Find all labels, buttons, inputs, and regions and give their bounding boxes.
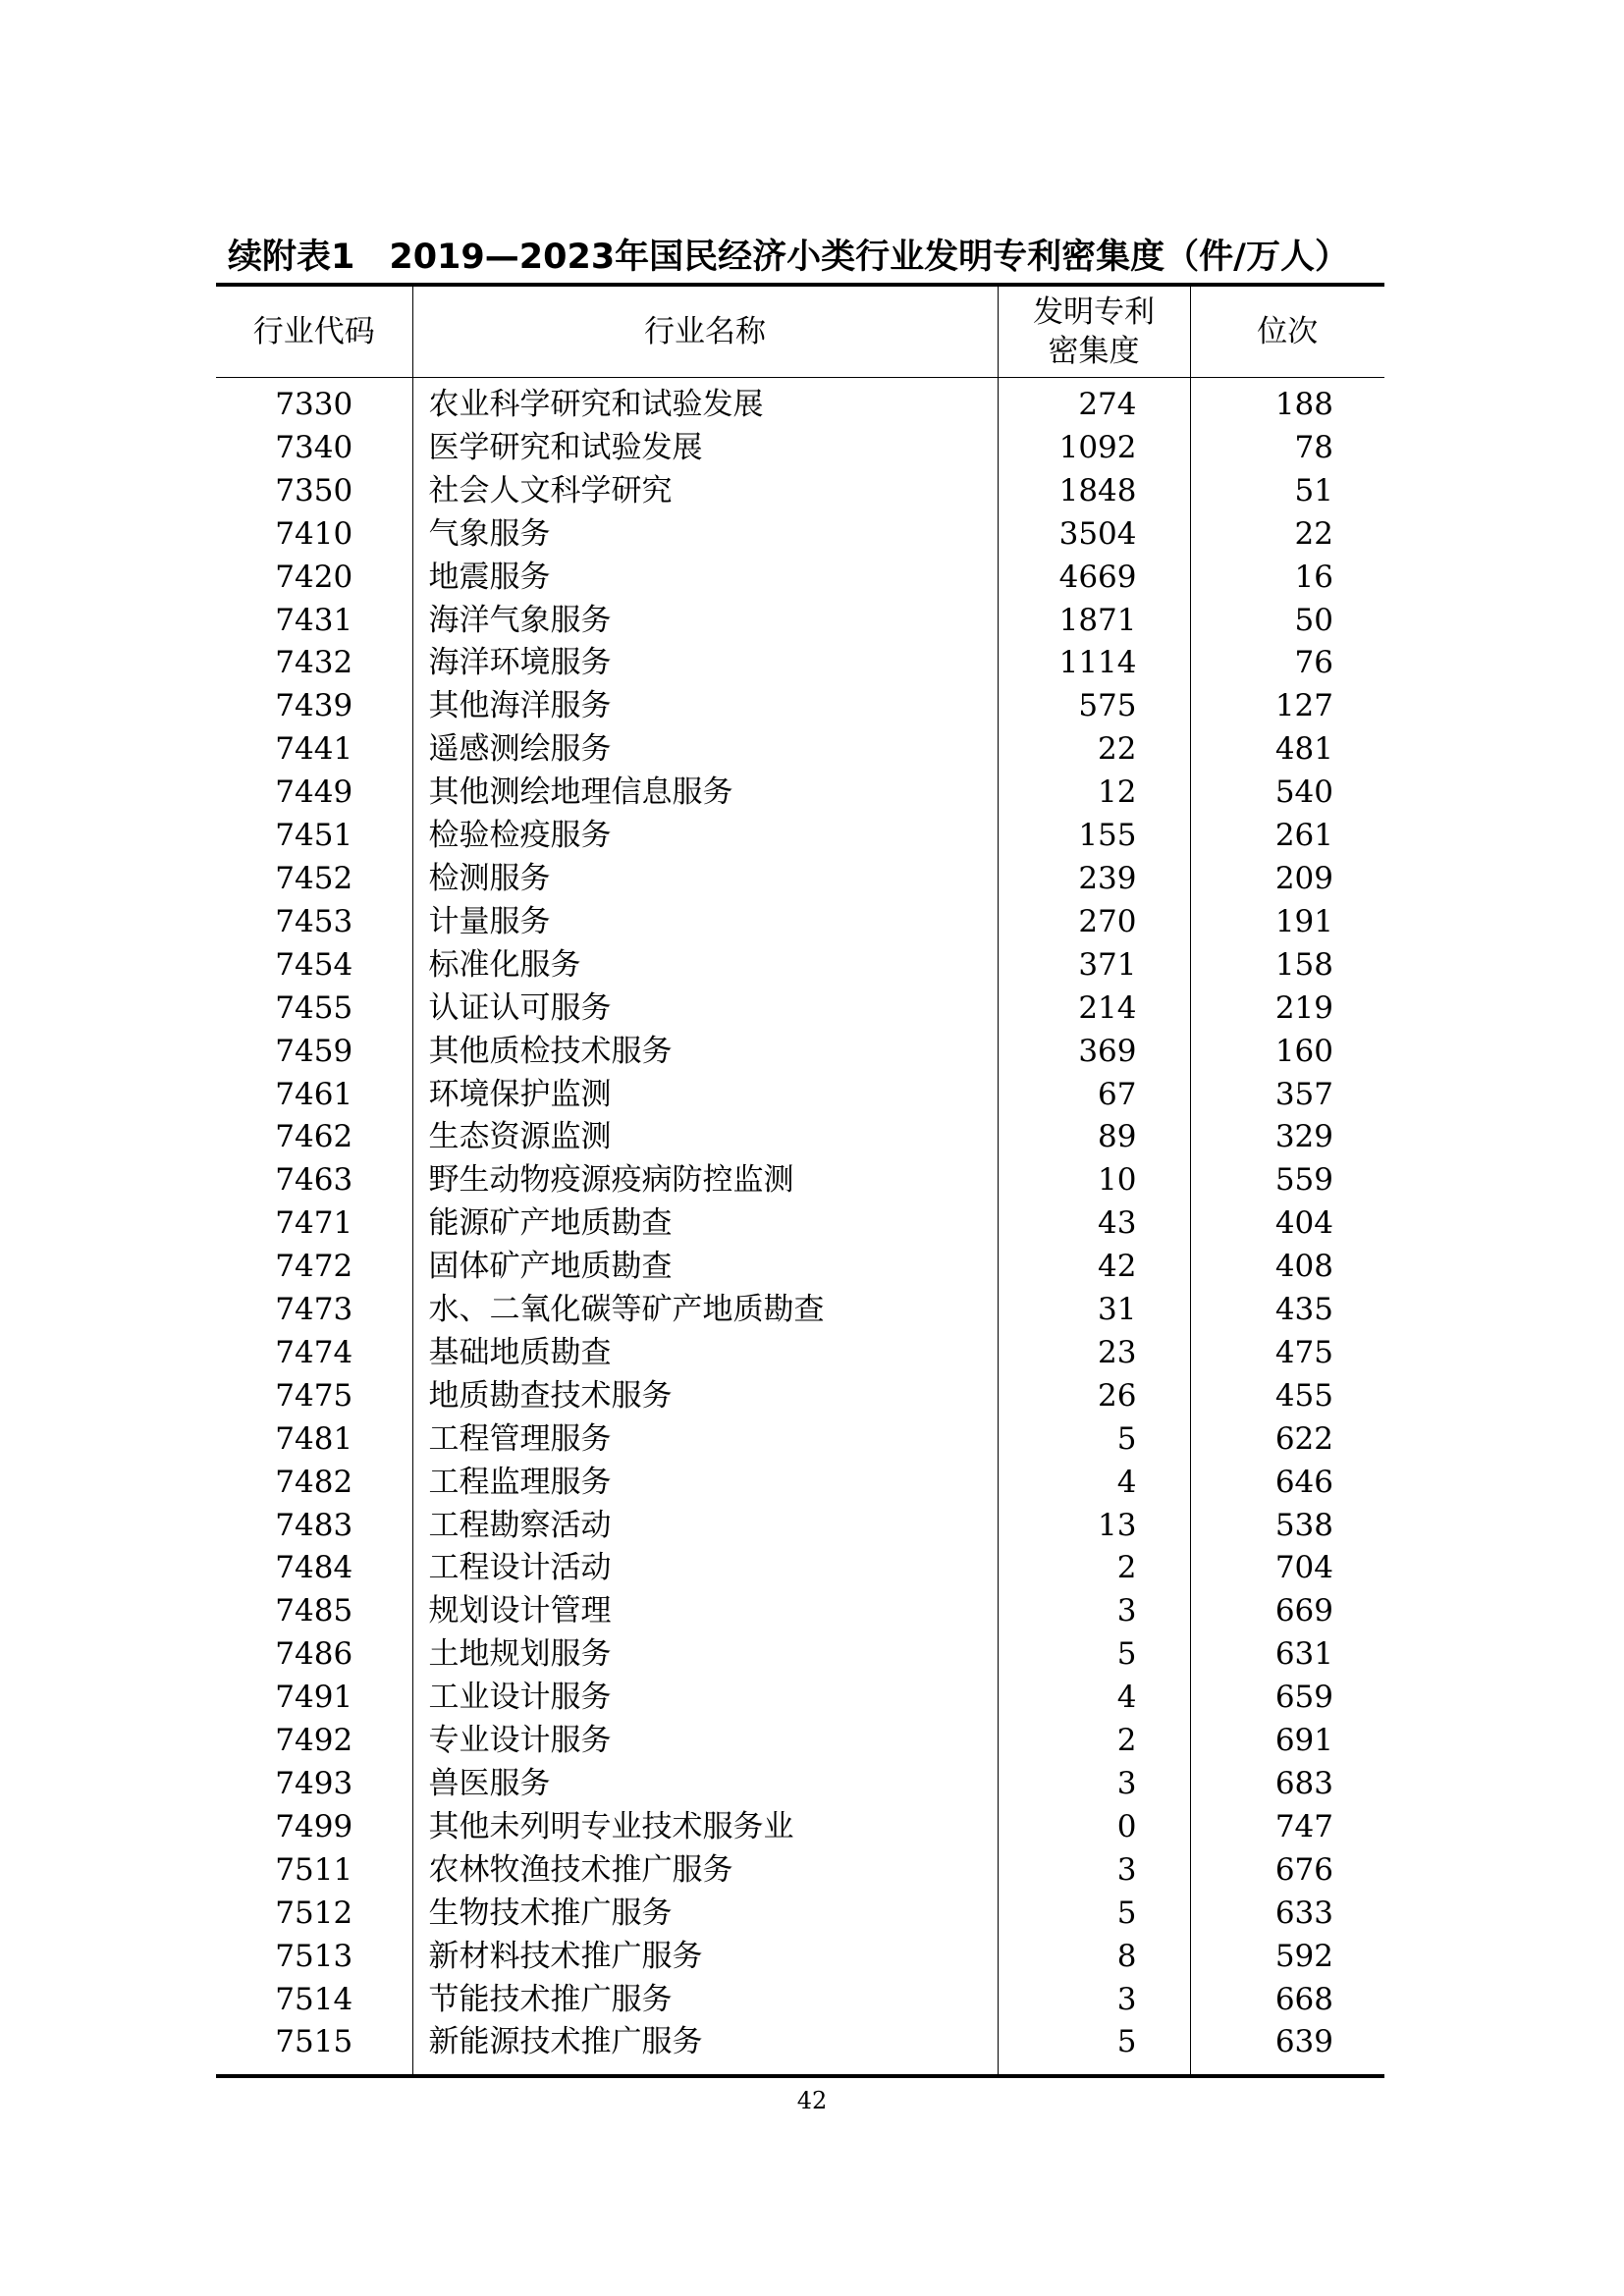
row-rank: 435 bbox=[1190, 1289, 1384, 1332]
table-row bbox=[216, 427, 1384, 470]
header-density-line2: 密集度 bbox=[1048, 334, 1140, 369]
row-rank: 639 bbox=[1190, 2021, 1384, 2076]
row-rank: 481 bbox=[1190, 728, 1384, 772]
row-density: 3 bbox=[998, 1763, 1190, 1806]
table-row bbox=[216, 1547, 1384, 1590]
row-rank: 51 bbox=[1190, 470, 1384, 513]
table-row bbox=[216, 1677, 1384, 1720]
row-rank: 691 bbox=[1190, 1720, 1384, 1763]
row-name: 地质勘查技术服务 bbox=[412, 1375, 998, 1418]
row-density: 4669 bbox=[998, 557, 1190, 600]
table-row bbox=[216, 1590, 1384, 1633]
table-row bbox=[216, 378, 1384, 427]
table-row bbox=[216, 944, 1384, 988]
row-rank: 160 bbox=[1190, 1031, 1384, 1074]
row-code: 7474 bbox=[275, 1334, 353, 1370]
table-row bbox=[216, 1159, 1384, 1202]
table-row bbox=[216, 728, 1384, 772]
row-name: 其他未列明专业技术服务业 bbox=[412, 1806, 998, 1849]
row-density: 3 bbox=[998, 1979, 1190, 2022]
table-row bbox=[216, 1246, 1384, 1289]
row-density: 3 bbox=[998, 1849, 1190, 1893]
table-header-row bbox=[216, 285, 1384, 378]
row-name: 其他海洋服务 bbox=[412, 685, 998, 728]
row-name: 新能源技术推广服务 bbox=[412, 2021, 998, 2076]
row-code: 7340 bbox=[275, 429, 353, 465]
row-code: 7485 bbox=[275, 1593, 353, 1629]
table-row bbox=[216, 685, 1384, 728]
row-code: 7486 bbox=[275, 1636, 353, 1673]
row-density: 1848 bbox=[998, 470, 1190, 513]
row-density: 12 bbox=[998, 772, 1190, 815]
row-density: 369 bbox=[998, 1031, 1190, 1074]
row-name: 新材料技术推广服务 bbox=[412, 1936, 998, 1979]
row-rank: 659 bbox=[1190, 1677, 1384, 1720]
row-density: 575 bbox=[998, 685, 1190, 728]
row-density: 23 bbox=[998, 1332, 1190, 1375]
table-row bbox=[216, 642, 1384, 685]
row-density: 8 bbox=[998, 1936, 1190, 1979]
row-code: 7439 bbox=[275, 688, 353, 724]
table-row bbox=[216, 1806, 1384, 1849]
row-density: 1114 bbox=[998, 642, 1190, 685]
table-row bbox=[216, 1375, 1384, 1418]
row-rank: 540 bbox=[1190, 772, 1384, 815]
table-row bbox=[216, 1289, 1384, 1332]
row-rank: 78 bbox=[1190, 427, 1384, 470]
row-density: 22 bbox=[998, 728, 1190, 772]
row-code: 7472 bbox=[275, 1249, 353, 1285]
row-code: 7461 bbox=[275, 1076, 353, 1112]
table-row bbox=[216, 772, 1384, 815]
row-name: 兽医服务 bbox=[412, 1763, 998, 1806]
row-rank: 633 bbox=[1190, 1893, 1384, 1936]
row-code: 7453 bbox=[275, 903, 353, 939]
table-row bbox=[216, 2021, 1384, 2076]
header-name: 行业名称 bbox=[412, 285, 998, 378]
row-name: 专业设计服务 bbox=[412, 1720, 998, 1763]
row-density: 5 bbox=[998, 1633, 1190, 1677]
row-code: 7459 bbox=[275, 1033, 353, 1069]
table-row bbox=[216, 470, 1384, 513]
row-density: 2 bbox=[998, 1547, 1190, 1590]
row-density: 371 bbox=[998, 944, 1190, 988]
row-code: 7454 bbox=[275, 946, 353, 983]
table-row bbox=[216, 557, 1384, 600]
row-name: 社会人文科学研究 bbox=[412, 470, 998, 513]
table-title: 续附表1 2019—2023年国民经济小类行业发明专利密集度（件/万人） bbox=[228, 238, 1349, 277]
row-name: 其他测绘地理信息服务 bbox=[412, 772, 998, 815]
row-code: 7330 bbox=[275, 387, 353, 422]
row-code: 7499 bbox=[275, 1808, 353, 1844]
row-name: 检验检疫服务 bbox=[412, 815, 998, 858]
table-row bbox=[216, 988, 1384, 1031]
table-row bbox=[216, 1936, 1384, 1979]
table-row bbox=[216, 1893, 1384, 1936]
row-name: 工程设计活动 bbox=[412, 1547, 998, 1590]
table-row bbox=[216, 513, 1384, 557]
row-code: 7451 bbox=[275, 818, 353, 854]
row-code: 7350 bbox=[275, 472, 353, 508]
row-density: 214 bbox=[998, 988, 1190, 1031]
header-density-line1: 发明专利 bbox=[1033, 294, 1155, 330]
row-density: 3504 bbox=[998, 513, 1190, 557]
row-name: 遥感测绘服务 bbox=[412, 728, 998, 772]
row-name: 节能技术推广服务 bbox=[412, 1979, 998, 2022]
table-row bbox=[216, 1418, 1384, 1462]
row-name: 工程勘察活动 bbox=[412, 1505, 998, 1548]
row-code: 7441 bbox=[275, 731, 353, 768]
row-name: 气象服务 bbox=[412, 513, 998, 557]
row-rank: 592 bbox=[1190, 1936, 1384, 1979]
row-code: 7492 bbox=[275, 1723, 353, 1759]
row-density: 13 bbox=[998, 1505, 1190, 1548]
row-name: 水、二氧化碳等矿产地质勘查 bbox=[412, 1289, 998, 1332]
row-rank: 668 bbox=[1190, 1979, 1384, 2022]
row-code: 7410 bbox=[275, 515, 353, 552]
row-code: 7449 bbox=[275, 774, 353, 811]
table-row bbox=[216, 1462, 1384, 1505]
table-row bbox=[216, 1202, 1384, 1246]
row-code: 7463 bbox=[275, 1162, 353, 1199]
row-density: 67 bbox=[998, 1074, 1190, 1117]
row-code: 7483 bbox=[275, 1507, 353, 1543]
row-name: 生物技术推广服务 bbox=[412, 1893, 998, 1936]
table-row bbox=[216, 1031, 1384, 1074]
header-rank: 位次 bbox=[1190, 285, 1384, 378]
row-name: 基础地质勘查 bbox=[412, 1332, 998, 1375]
row-name: 野生动物疫源疫病防控监测 bbox=[412, 1159, 998, 1202]
table-row bbox=[216, 1074, 1384, 1117]
row-code: 7475 bbox=[275, 1377, 353, 1414]
row-rank: 188 bbox=[1190, 378, 1384, 427]
row-name: 土地规划服务 bbox=[412, 1633, 998, 1677]
row-name: 能源矿产地质勘查 bbox=[412, 1202, 998, 1246]
row-rank: 475 bbox=[1190, 1332, 1384, 1375]
row-density: 42 bbox=[998, 1246, 1190, 1289]
row-rank: 538 bbox=[1190, 1505, 1384, 1548]
row-density: 1092 bbox=[998, 427, 1190, 470]
row-density: 31 bbox=[998, 1289, 1190, 1332]
row-name: 工业设计服务 bbox=[412, 1677, 998, 1720]
table-row bbox=[216, 1979, 1384, 2022]
row-name: 生态资源监测 bbox=[412, 1116, 998, 1159]
row-code: 7471 bbox=[275, 1205, 353, 1242]
row-name: 标准化服务 bbox=[412, 944, 998, 988]
row-rank: 622 bbox=[1190, 1418, 1384, 1462]
row-density: 270 bbox=[998, 901, 1190, 944]
header-density bbox=[998, 285, 1190, 378]
row-name: 地震服务 bbox=[412, 557, 998, 600]
row-name: 海洋环境服务 bbox=[412, 642, 998, 685]
table-row bbox=[216, 901, 1384, 944]
row-rank: 209 bbox=[1190, 858, 1384, 901]
row-code: 7455 bbox=[275, 989, 353, 1026]
table-row bbox=[216, 1849, 1384, 1893]
row-rank: 16 bbox=[1190, 557, 1384, 600]
row-name: 规划设计管理 bbox=[412, 1590, 998, 1633]
row-rank: 158 bbox=[1190, 944, 1384, 988]
row-code: 7493 bbox=[275, 1766, 353, 1801]
row-name: 医学研究和试验发展 bbox=[412, 427, 998, 470]
row-rank: 676 bbox=[1190, 1849, 1384, 1893]
table-row bbox=[216, 1116, 1384, 1159]
row-code: 7452 bbox=[275, 860, 353, 896]
table-row bbox=[216, 1720, 1384, 1763]
row-code: 7511 bbox=[275, 1851, 353, 1888]
row-name: 农林牧渔技术推广服务 bbox=[412, 1849, 998, 1893]
header-code: 行业代码 bbox=[216, 285, 412, 378]
row-code: 7432 bbox=[275, 645, 353, 681]
row-name: 工程监理服务 bbox=[412, 1462, 998, 1505]
page-number: 42 bbox=[796, 2087, 828, 2114]
table-row bbox=[216, 1505, 1384, 1548]
row-name: 检测服务 bbox=[412, 858, 998, 901]
row-density: 5 bbox=[998, 1893, 1190, 1936]
row-rank: 669 bbox=[1190, 1590, 1384, 1633]
row-rank: 22 bbox=[1190, 513, 1384, 557]
row-rank: 408 bbox=[1190, 1246, 1384, 1289]
row-density: 4 bbox=[998, 1462, 1190, 1505]
row-code: 7512 bbox=[275, 1895, 353, 1931]
row-density: 2 bbox=[998, 1720, 1190, 1763]
row-rank: 631 bbox=[1190, 1633, 1384, 1677]
row-code: 7431 bbox=[275, 602, 353, 638]
row-rank: 76 bbox=[1190, 642, 1384, 685]
row-code: 7462 bbox=[275, 1119, 353, 1155]
row-code: 7473 bbox=[275, 1292, 353, 1328]
row-rank: 704 bbox=[1190, 1547, 1384, 1590]
row-rank: 559 bbox=[1190, 1159, 1384, 1202]
row-name: 工程管理服务 bbox=[412, 1418, 998, 1462]
row-density: 4 bbox=[998, 1677, 1190, 1720]
row-code: 7491 bbox=[275, 1680, 353, 1716]
row-name: 认证认可服务 bbox=[412, 988, 998, 1031]
row-code: 7513 bbox=[275, 1938, 353, 1974]
row-code: 7514 bbox=[275, 1981, 353, 2017]
row-name: 固体矿产地质勘查 bbox=[412, 1246, 998, 1289]
row-density: 239 bbox=[998, 858, 1190, 901]
row-rank: 261 bbox=[1190, 815, 1384, 858]
row-density: 5 bbox=[998, 1418, 1190, 1462]
row-density: 5 bbox=[998, 2021, 1190, 2076]
patent-density-table bbox=[216, 283, 1384, 2078]
row-density: 3 bbox=[998, 1590, 1190, 1633]
row-density: 26 bbox=[998, 1375, 1190, 1418]
row-rank: 357 bbox=[1190, 1074, 1384, 1117]
row-name: 海洋气象服务 bbox=[412, 600, 998, 643]
row-name: 计量服务 bbox=[412, 901, 998, 944]
row-code: 7420 bbox=[275, 559, 353, 595]
row-density: 89 bbox=[998, 1116, 1190, 1159]
row-density: 274 bbox=[998, 378, 1190, 427]
table-row bbox=[216, 815, 1384, 858]
row-code: 7482 bbox=[275, 1464, 353, 1500]
row-code: 7481 bbox=[275, 1420, 353, 1457]
table-row bbox=[216, 600, 1384, 643]
row-rank: 683 bbox=[1190, 1763, 1384, 1806]
row-name: 环境保护监测 bbox=[412, 1074, 998, 1117]
row-rank: 191 bbox=[1190, 901, 1384, 944]
row-rank: 50 bbox=[1190, 600, 1384, 643]
row-code: 7515 bbox=[275, 2024, 353, 2060]
row-rank: 646 bbox=[1190, 1462, 1384, 1505]
table-row bbox=[216, 1633, 1384, 1677]
table-row bbox=[216, 858, 1384, 901]
table-row bbox=[216, 1763, 1384, 1806]
row-density: 1871 bbox=[998, 600, 1190, 643]
row-code: 7484 bbox=[275, 1550, 353, 1586]
table-row bbox=[216, 1332, 1384, 1375]
row-rank: 219 bbox=[1190, 988, 1384, 1031]
row-density: 0 bbox=[998, 1806, 1190, 1849]
row-rank: 747 bbox=[1190, 1806, 1384, 1849]
row-density: 43 bbox=[998, 1202, 1190, 1246]
row-name: 其他质检技术服务 bbox=[412, 1031, 998, 1074]
row-density: 10 bbox=[998, 1159, 1190, 1202]
row-rank: 127 bbox=[1190, 685, 1384, 728]
row-name: 农业科学研究和试验发展 bbox=[412, 378, 998, 427]
row-rank: 329 bbox=[1190, 1116, 1384, 1159]
row-rank: 455 bbox=[1190, 1375, 1384, 1418]
row-rank: 404 bbox=[1190, 1202, 1384, 1246]
row-density: 155 bbox=[998, 815, 1190, 858]
